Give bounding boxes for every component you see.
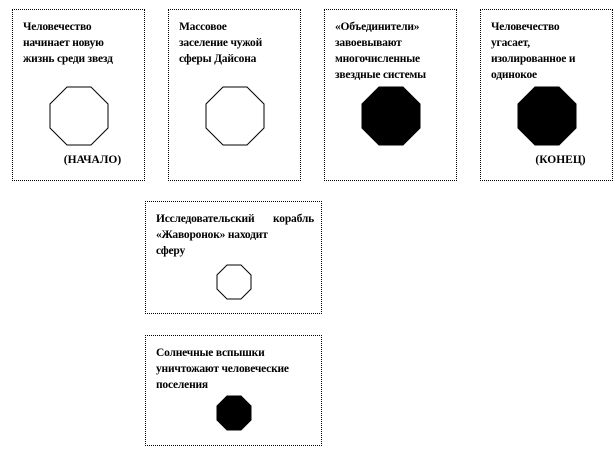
event-card-text (491, 19, 575, 83)
event-card-text (23, 19, 113, 67)
event-card-line: уничтожают человеческие (156, 363, 289, 375)
octagon-solid-icon (361, 86, 421, 146)
event-card-text (179, 19, 262, 67)
event-card-line: сферы Дайсона (179, 53, 257, 65)
event-card-line: «Жаворонок» находит (156, 229, 268, 241)
event-card-text (156, 345, 314, 393)
event-card-dyson-sphere-settlement (168, 9, 301, 181)
event-card-humanity-begins (12, 9, 145, 181)
event-card-line: многочисленные (335, 53, 420, 65)
event-card-line: жизнь среди звезд (23, 53, 113, 65)
octagon-outline-icon (205, 86, 265, 146)
event-card-lark-finds-sphere (145, 201, 322, 314)
event-card-line: начинает новую (23, 37, 104, 49)
event-card-line: Массовое (179, 21, 227, 33)
event-card-text (156, 211, 314, 259)
octagon-solid-icon (517, 86, 577, 146)
event-card-line: сферу (156, 245, 186, 257)
event-card-line: «Объединители» (335, 21, 420, 33)
octagon-outline-icon (216, 264, 252, 300)
event-card-line: Человечество (491, 21, 560, 33)
octagon-outline-icon (49, 86, 109, 146)
event-card-solar-flares (145, 335, 322, 446)
event-card-line: угасает, (491, 37, 530, 49)
event-card-text (335, 19, 426, 83)
event-card-line: Исследовательский корабль (156, 213, 314, 225)
card-footer-label: (НАЧАЛО) (63, 154, 122, 166)
event-card-line: изолированное и (491, 53, 576, 65)
event-card-line: звездные системы (335, 69, 426, 81)
event-card-line: Солнечные вспышки (156, 347, 265, 359)
event-card-line: заселение чужой (179, 37, 263, 49)
event-card-line: Человечество (23, 21, 92, 33)
card-footer-label: (КОНЕЦ) (535, 154, 586, 166)
event-card-line: одинокое (491, 69, 537, 81)
octagon-solid-icon (216, 395, 252, 431)
event-card-line: завоевывают (335, 37, 402, 49)
event-card-humanity-fades (480, 9, 613, 181)
event-card-line: поселения (156, 379, 208, 391)
event-card-unifiers-conquer (324, 9, 457, 181)
